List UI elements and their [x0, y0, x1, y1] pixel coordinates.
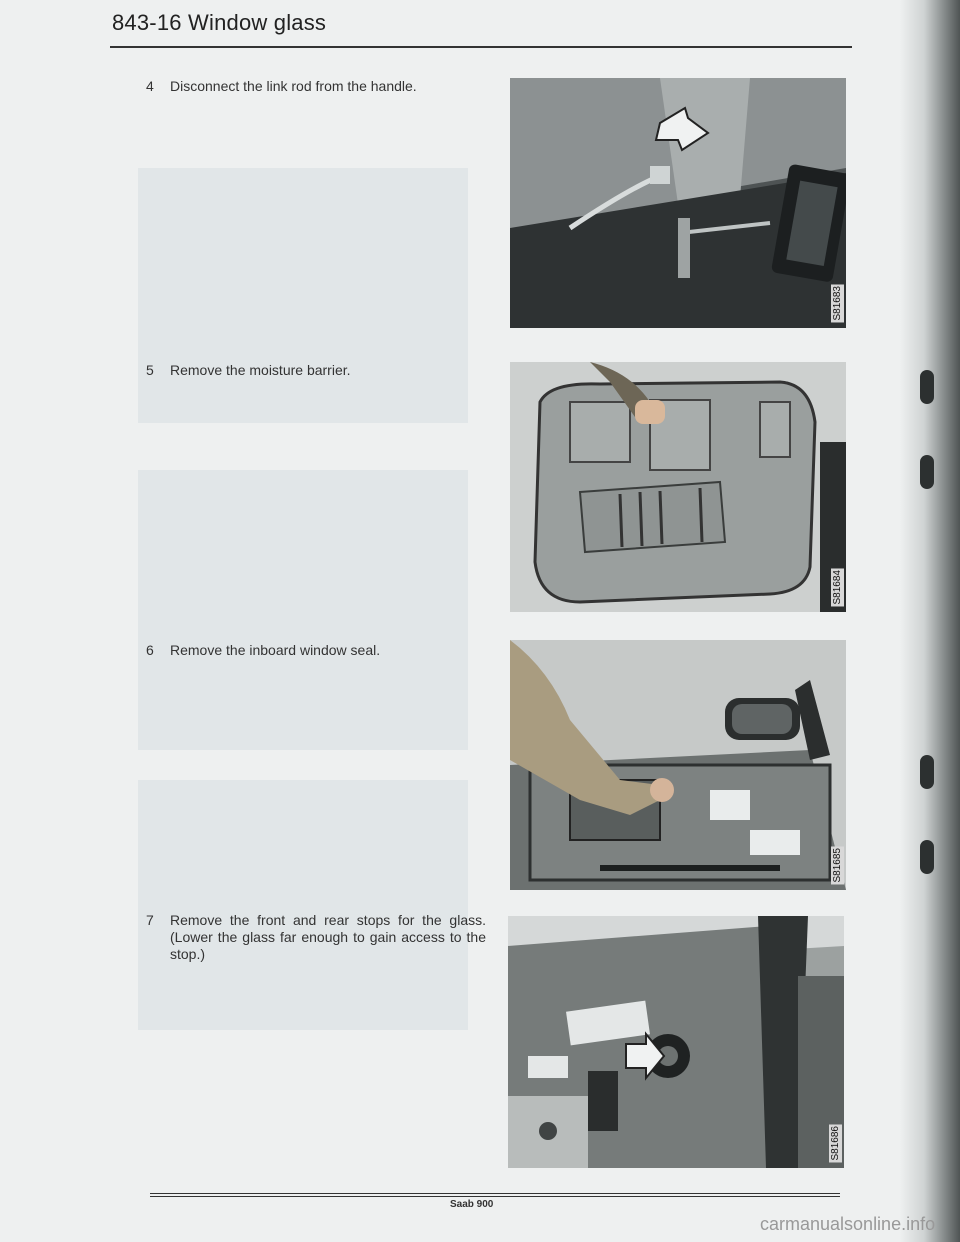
step-number: 5 — [146, 362, 154, 378]
footer-model-label: Saab 900 — [450, 1199, 494, 1210]
photo-ref: S81684 — [832, 569, 843, 604]
step-text: Remove the moisture barrier. — [170, 362, 351, 378]
step-text: Remove the inboard window seal. — [170, 642, 381, 658]
watermark: carmanualsonline.info — [760, 1214, 936, 1234]
step-text: Disconnect the link rod from the handle. — [170, 78, 417, 94]
photo-inboard-seal-illustration — [510, 640, 846, 890]
step-text: Remove the front and rear stops for the glass. (Lower the glass far enough to gain access to the stop.) — [170, 912, 486, 962]
binder-hole — [920, 755, 934, 789]
photo-glass-stops-illustration — [508, 916, 844, 1168]
binder-edge — [900, 0, 960, 1242]
step-7 — [146, 912, 486, 963]
photo-inboard-seal — [510, 640, 846, 890]
show-through-area-2 — [138, 470, 468, 750]
step-number: 7 — [146, 912, 154, 928]
photo-ref: S81683 — [832, 285, 843, 320]
photo-moisture-barrier-illustration — [510, 362, 846, 612]
photo-link-rod-illustration — [510, 78, 846, 328]
footer-rule-inner — [150, 1196, 840, 1197]
binder-hole — [920, 455, 934, 489]
header-rule — [110, 46, 852, 48]
footer-rule — [150, 1193, 840, 1194]
step-4 — [146, 78, 417, 95]
show-through-area-1 — [138, 168, 468, 423]
show-through-area-3 — [138, 780, 468, 1030]
binder-hole — [920, 370, 934, 404]
step-6 — [146, 642, 380, 659]
page-title: 843-16 Window glass — [112, 10, 327, 35]
photo-link-rod — [510, 78, 846, 328]
photo-ref: S81685 — [832, 847, 843, 882]
step-number: 4 — [146, 78, 154, 94]
photo-ref: S81686 — [830, 1125, 841, 1160]
photo-glass-stops — [508, 916, 844, 1168]
step-5 — [146, 362, 351, 379]
photo-moisture-barrier — [510, 362, 846, 612]
binder-hole — [920, 840, 934, 874]
step-number: 6 — [146, 642, 154, 658]
